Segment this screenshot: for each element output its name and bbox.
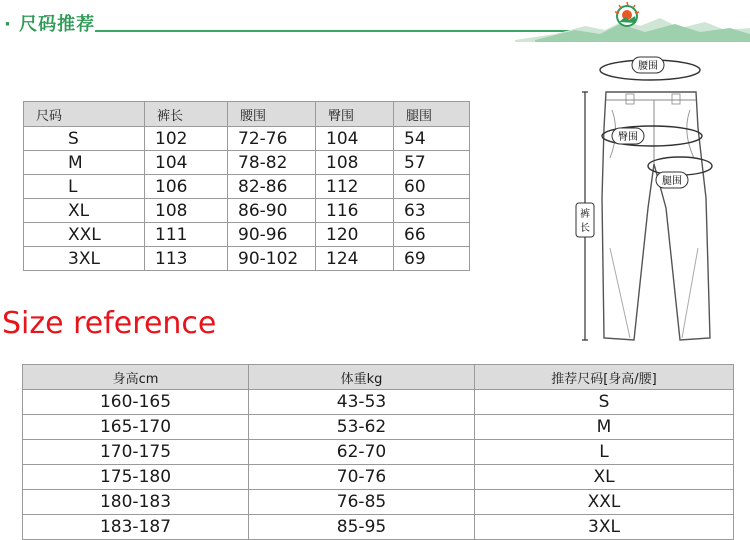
page-header <box>0 0 750 42</box>
header-thigh: 腿围 <box>394 102 470 127</box>
table-row <box>23 515 734 540</box>
table-row <box>24 199 470 223</box>
thigh-label: 腿围 <box>662 176 682 187</box>
table-cell: 90-96 <box>228 223 316 247</box>
table-row <box>23 490 734 515</box>
table-cell: 57 <box>394 151 470 175</box>
table-cell: XXL <box>24 223 145 247</box>
table-cell: 180-183 <box>23 490 249 515</box>
table-row <box>24 151 470 175</box>
pants-measurement-diagram <box>570 48 750 348</box>
table-cell: 85-95 <box>249 515 475 540</box>
table-cell: 170-175 <box>23 440 249 465</box>
table-cell: L <box>475 440 734 465</box>
table-cell: 54 <box>394 127 470 151</box>
header-waist: 腰围 <box>228 102 316 127</box>
header-height: 身高cm <box>23 365 249 390</box>
table-cell: 108 <box>316 151 394 175</box>
table-cell: 72-76 <box>228 127 316 151</box>
table-cell: XL <box>24 199 145 223</box>
header-recommended-size: 推荐尺码[身高/腰] <box>475 365 734 390</box>
size-reference-title: Size reference <box>2 306 217 341</box>
table-row <box>23 465 734 490</box>
size-chart-table <box>23 101 470 271</box>
table-cell: 120 <box>316 223 394 247</box>
table-row <box>24 127 470 151</box>
hip-label: 臀围 <box>618 132 638 143</box>
table-cell: 111 <box>145 223 228 247</box>
table-cell: 66 <box>394 223 470 247</box>
table-row <box>24 223 470 247</box>
size-chart-header-row <box>24 102 470 127</box>
table-cell: 183-187 <box>23 515 249 540</box>
table-cell: 165-170 <box>23 415 249 440</box>
table-cell: 113 <box>145 247 228 271</box>
size-reference-table <box>22 364 734 540</box>
table-cell: 175-180 <box>23 465 249 490</box>
header-length: 裤长 <box>145 102 228 127</box>
table-cell: 43-53 <box>249 390 475 415</box>
table-cell: 62-70 <box>249 440 475 465</box>
mountain-sun-logo-icon <box>515 0 750 42</box>
table-cell: 104 <box>145 151 228 175</box>
table-row <box>24 175 470 199</box>
length-label-2: 长 <box>580 223 590 234</box>
table-cell: 90-102 <box>228 247 316 271</box>
table-cell: 70-76 <box>249 465 475 490</box>
table-cell: S <box>24 127 145 151</box>
table-cell: L <box>24 175 145 199</box>
table-cell: 86-90 <box>228 199 316 223</box>
table-cell: M <box>24 151 145 175</box>
table-cell: M <box>475 415 734 440</box>
table-cell: 82-86 <box>228 175 316 199</box>
waist-label: 腰围 <box>638 61 658 72</box>
table-cell: 116 <box>316 199 394 223</box>
table-cell: 3XL <box>475 515 734 540</box>
table-cell: 160-165 <box>23 390 249 415</box>
table-cell: 102 <box>145 127 228 151</box>
table-cell: 76-85 <box>249 490 475 515</box>
header-weight: 体重kg <box>249 365 475 390</box>
table-cell: 3XL <box>24 247 145 271</box>
table-cell: S <box>475 390 734 415</box>
table-cell: XXL <box>475 490 734 515</box>
table-cell: XL <box>475 465 734 490</box>
reference-header-row <box>23 365 734 390</box>
table-cell: 106 <box>145 175 228 199</box>
header-size: 尺码 <box>24 102 145 127</box>
section-title: · 尺码推荐 <box>4 14 96 35</box>
table-cell: 108 <box>145 199 228 223</box>
table-cell: 104 <box>316 127 394 151</box>
table-row <box>23 390 734 415</box>
table-cell: 60 <box>394 175 470 199</box>
table-row <box>24 247 470 271</box>
table-cell: 78-82 <box>228 151 316 175</box>
table-row <box>23 440 734 465</box>
header-hip: 臀围 <box>316 102 394 127</box>
length-label-1: 裤 <box>580 209 590 220</box>
table-row <box>23 415 734 440</box>
table-cell: 63 <box>394 199 470 223</box>
table-cell: 69 <box>394 247 470 271</box>
table-cell: 53-62 <box>249 415 475 440</box>
table-cell: 112 <box>316 175 394 199</box>
table-cell: 124 <box>316 247 394 271</box>
